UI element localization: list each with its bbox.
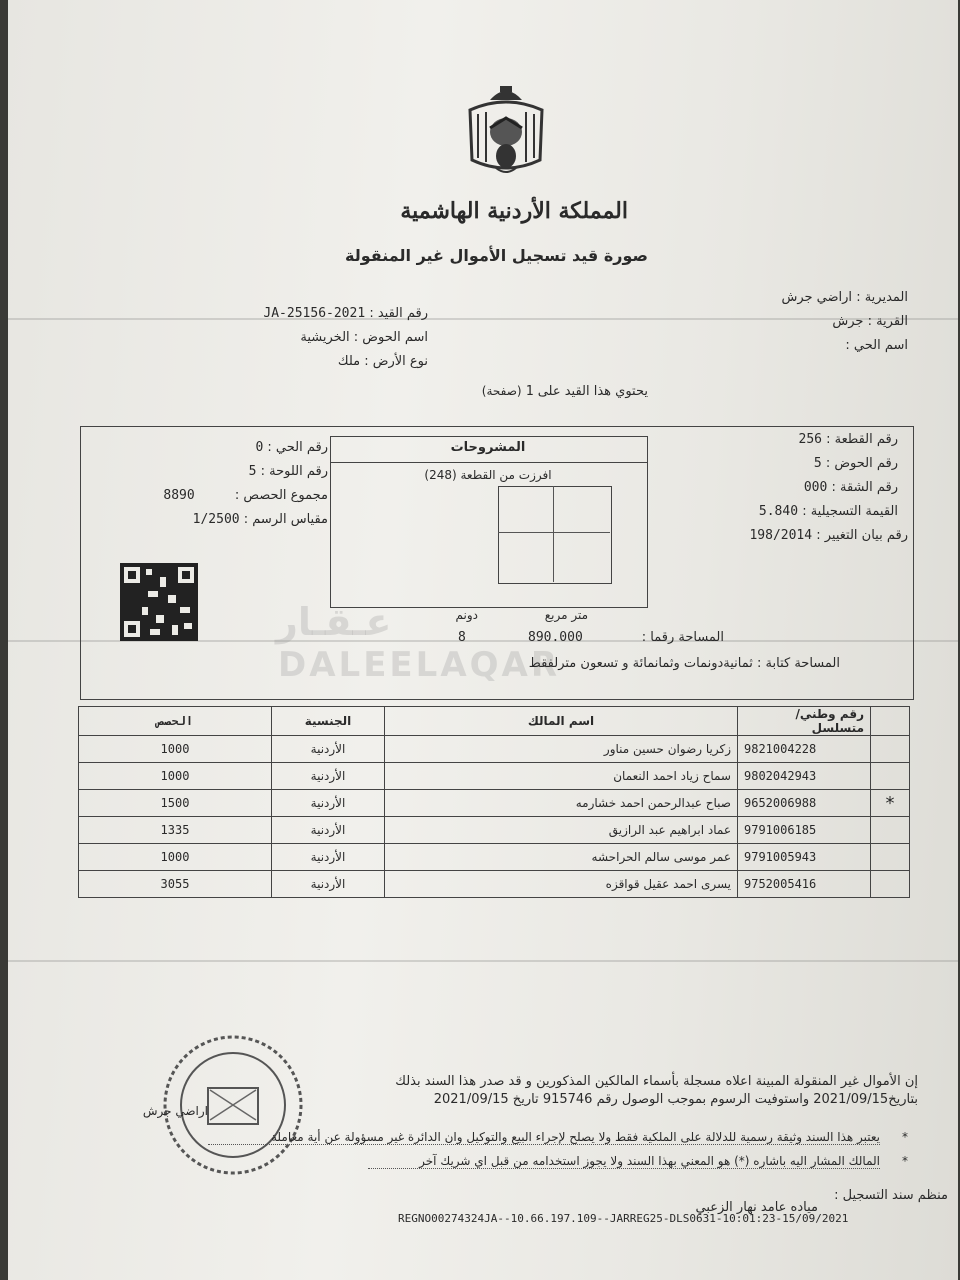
row-shares: 3055 xyxy=(79,871,272,898)
header-shares: الحصص xyxy=(79,707,272,736)
row-shares: 1500 xyxy=(79,790,272,817)
parcel-plate-number: رقم اللوحة : 5 xyxy=(248,464,328,479)
area-dunum-value: 8 xyxy=(458,630,466,645)
row-shares: 1000 xyxy=(79,736,272,763)
area-numeric-label: المساحة رقما : xyxy=(641,630,724,645)
footer-statement-line1: إن الأموال غير المنقولة المبينة اعلاه مسجلة بأسماء المالكين المذكورين و قد صدر هذا السند بذلك xyxy=(395,1074,918,1089)
parcel-registered-value: القيمة التسجيلية : 5.840 xyxy=(758,504,898,519)
watermark-arabic: عـقـار xyxy=(276,600,392,644)
document-paper xyxy=(8,0,958,1280)
parcel-total-shares: مجموع الحصص : 8890 xyxy=(163,488,328,503)
coat-of-arms-icon xyxy=(460,80,552,178)
document-title: صورة قيد تسجيل الأموال غير المنقولة xyxy=(344,246,648,265)
row-star xyxy=(871,817,910,844)
area-unit-dunum: دونم xyxy=(455,608,478,622)
area-unit-sqm: متر مربع xyxy=(544,608,588,622)
table-row xyxy=(79,844,910,871)
parcel-change-statement: رقم بيان التغيير : 198/2014 xyxy=(749,528,908,543)
note-bullet: * xyxy=(902,1154,908,1168)
qr-code xyxy=(120,563,198,641)
row-national-id: 9791005943 xyxy=(738,844,871,871)
registrar-line: منظم سند التسجيل : xyxy=(834,1188,948,1203)
row-owner-name: عمر موسى سالم الحراحشه xyxy=(385,844,738,871)
meta-village: القرية : جرش xyxy=(832,314,908,329)
row-owner-name: يسرى احمد عقيل قواقزه xyxy=(385,871,738,898)
row-national-id: 9802042943 xyxy=(738,763,871,790)
parcel-number: رقم القطعة : 256 xyxy=(798,432,898,447)
parcel-sketch xyxy=(498,486,612,584)
row-national-id: 9821004228 xyxy=(738,736,871,763)
row-star: * xyxy=(871,790,910,817)
footer-note2: المالك المشار اليه باشاره (*) هو المعني بهذا السند ولا يجوز استخدامه من قبل اي شريك آخر xyxy=(368,1154,880,1169)
row-owner-name: سماح زياد احمد النعمان xyxy=(385,763,738,790)
parcel-basin: رقم الحوض : 5 xyxy=(813,456,898,471)
remarks-title: المشروحات xyxy=(450,440,526,455)
row-nationality: الأردنية xyxy=(272,844,385,871)
row-nationality: الأردنية xyxy=(272,763,385,790)
row-shares: 1000 xyxy=(79,844,272,871)
stamp-label: اراضي جرش xyxy=(142,1104,208,1118)
area-sqm-value: 890.000 xyxy=(528,630,583,645)
row-nationality: الأردنية xyxy=(272,871,385,898)
row-owner-name: عماد ابراهيم عبد الرازيق xyxy=(385,817,738,844)
table-row xyxy=(79,763,910,790)
footer-note1: يعتبر هذا السند وثيقة رسمية للدلالة على الملكية فقط ولا يصلح لإجراء البيع والتوكيل وان الدائرة غير مسؤولة عن أية معاملة xyxy=(208,1130,880,1145)
row-nationality: الأردنية xyxy=(272,817,385,844)
row-national-id: 9652006988 xyxy=(738,790,871,817)
note-bullet: * xyxy=(902,1130,908,1144)
registrar-name: مياده عامد نهار الزعبي xyxy=(695,1200,818,1215)
header-nationality: الجنسية xyxy=(272,707,385,736)
row-star xyxy=(871,844,910,871)
header-national-id: رقم وطني/متسلسل xyxy=(738,707,871,736)
meta-record-number: رقم القيد : 2021-JA-25156 xyxy=(263,306,428,321)
header-owner-name: اسم المالك xyxy=(385,707,738,736)
table-row xyxy=(79,790,910,817)
area-in-words: المساحة كتابة : ثمانيةدونمات وثمانمائة و تسعون مترلفقط xyxy=(528,656,840,671)
row-national-id: 9752005416 xyxy=(738,871,871,898)
registration-number: REGNO00274324JA--10.66.197.109--JARREG25-DLS0631-10:01:23-15/09/2021 xyxy=(398,1212,849,1225)
watermark-english: DALEELAQAR xyxy=(278,645,561,685)
row-nationality: الأردنية xyxy=(272,790,385,817)
row-owner-name: زكريا رضوان حسين مناور xyxy=(385,736,738,763)
row-shares: 1000 xyxy=(79,763,272,790)
meta-basin-name: اسم الحوض : الخريشية xyxy=(300,330,428,345)
parcel-apartment: رقم الشقة : 000 xyxy=(803,480,898,495)
row-star xyxy=(871,871,910,898)
owners-table xyxy=(78,706,910,898)
pages-line: يحتوي هذا القيد على 1 (صفحة) xyxy=(481,384,648,399)
kingdom-title: المملكة الأردنية الهاشمية xyxy=(400,198,628,224)
owners-table-header xyxy=(79,707,910,736)
row-owner-name: صباح عبدالرحمن احمد خشارمه xyxy=(385,790,738,817)
table-row xyxy=(79,817,910,844)
row-nationality: الأردنية xyxy=(272,736,385,763)
footer-statement-line2: بتاريخ2021/09/15 واستوفيت الرسوم بموجب الوصول رقم 915746 تاريخ 2021/09/15 xyxy=(433,1092,918,1107)
row-star xyxy=(871,763,910,790)
table-row xyxy=(79,736,910,763)
remarks-text: افرزت من القطعة (248) xyxy=(424,468,552,482)
parcel-district-number: رقم الحي : 0 xyxy=(255,440,328,455)
meta-directorate: المديرية : اراضي جرش xyxy=(781,290,908,305)
meta-land-type: نوع الأرض : ملك xyxy=(337,354,428,369)
row-star xyxy=(871,736,910,763)
parcel-scale: مقياس الرسم : 1/2500 xyxy=(192,512,328,527)
row-shares: 1335 xyxy=(79,817,272,844)
row-national-id: 9791006185 xyxy=(738,817,871,844)
table-row xyxy=(79,871,910,898)
meta-district: اسم الحي : xyxy=(845,338,908,353)
